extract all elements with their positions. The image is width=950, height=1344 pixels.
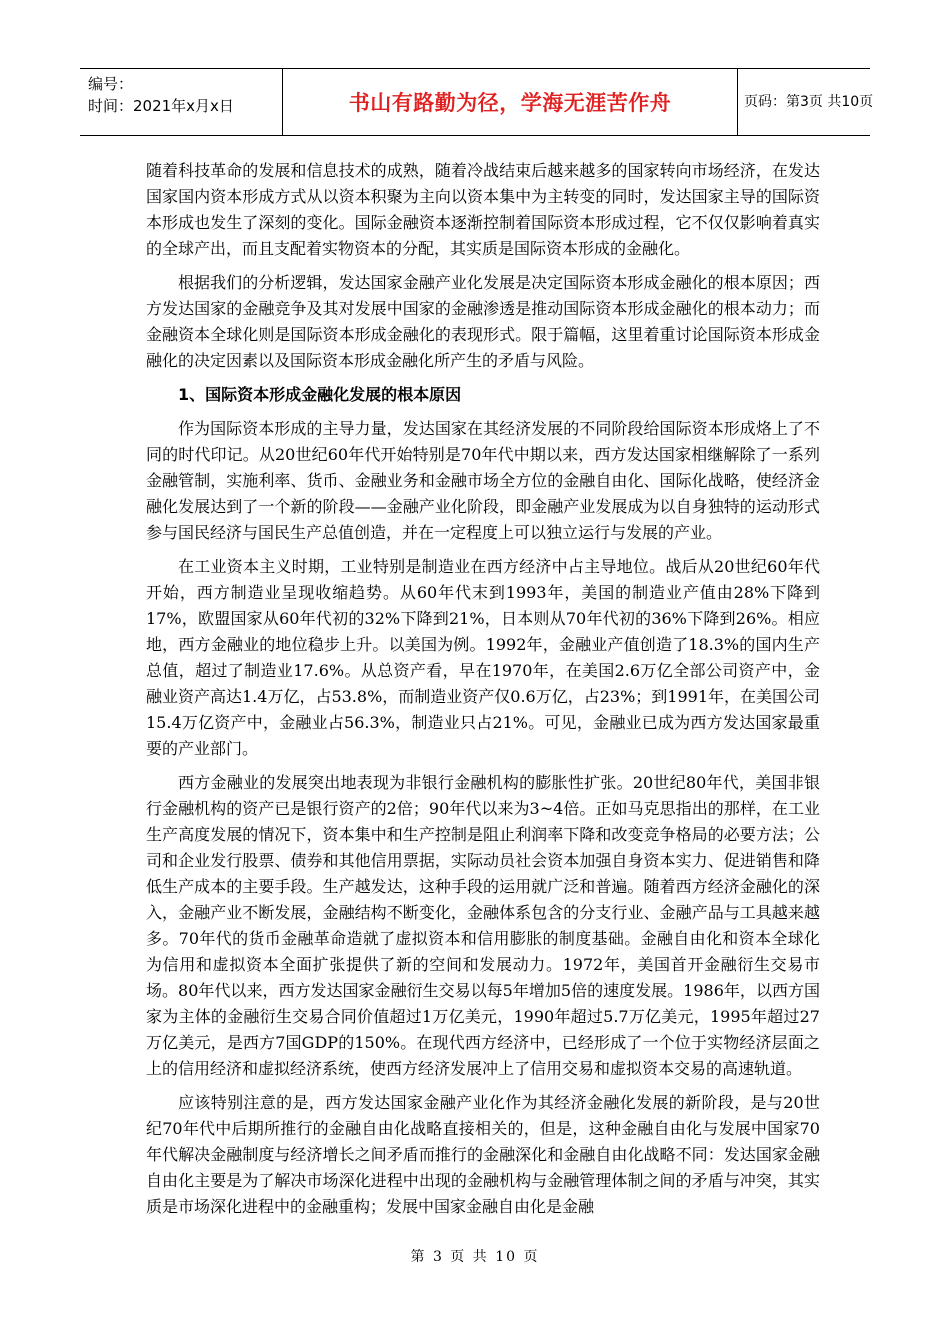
paragraph-5: 西方金融业的发展突出地表现为非银行金融机构的膨胀性扩张。20世纪80年代，美国非银行金融机构的资产已是银行资产的2倍；90年代以来为3~4倍。正如马克思指出的那样，在工业生产高度发展的情况下，资本集中和生产控制是阻止利润率下降和改变竞争格局的必要方法；公司和企业发行股票、债券和其他信用票据，实际动员社会资本加强自身资本实力、促进销售和降低生产成本的主要手段。生产越发达，这种手段的运用就广泛和普遍。随着西方经济金融化的深入，金融产业不断发展，金融结构不断变化，金融体系包含的分支行业、金融产品与工具越来越多。70年代的货币金融革命造就了虚拟资本和信用膨胀的制度基础。金融自由化和资本全球化为信用和虚拟资本全面扩张提供了新的空间和发展动力。1972年，美国首开金融衍生交易市场。80年代以来，西方发达国家金融衍生交易以每5年增加5倍的速度发展。1986年，以西方国家为主体的金融衍生交易合同价值超过1万亿美元，1990年超过5.7万亿美元，1995年超过27万亿美元，是西方7国GDP的150%。在现代西方经济中，已经形成了一个位于实物经济层面之上的信用经济和虚拟经济系统，使西方经济发展冲上了信用交易和虚拟资本交易的高速轨道。	[146, 773, 820, 1078]
document-code: 编号：	[88, 75, 134, 93]
page-footer: 第 3 页 共 10 页	[410, 1249, 540, 1265]
paragraph-3: 作为国际资本形成的主导力量，发达国家在其经济发展的不同阶段给国际资本形成烙上了不同的时代印记。从20世纪60年代开始特别是70年代中期以来，西方发达国家相继解除了一系列金融管制，实施利率、货币、金融业务和金融市场全方位的金融自由化、国际化战略，使经济金融化发展达到了一个新的阶段——金融产业化阶段，即金融产业发展成为以自身独特的运动形式参与国民经济与国民生产总值创造，并在一定程度上可以独立运行与发展的产业。	[146, 419, 820, 542]
document-time: 时间：2021年x月x日	[88, 97, 234, 115]
header-page-number: 页码：第3页 共10页	[744, 94, 874, 110]
paragraph-2: 根据我们的分析逻辑，发达国家金融产业化发展是决定国际资本形成金融化的根本原因；西方发达国家的金融竞争及其对发展中国家的金融渗透是推动国际资本形成金融化的根本动力；而金融资本全球化则是国际资本形成金融化的表现形式。限于篇幅，这里着重讨论国际资本形成金融化的决定因素以及国际资本形成金融化所产生的矛盾与风险。	[146, 273, 820, 370]
header-meta	[88, 73, 278, 117]
header-motto: 书山有路勤为径，学海无涯苦作舟	[348, 91, 672, 115]
paragraph-6: 应该特别注意的是，西方发达国家金融产业化作为其经济金融化发展的新阶段，是与20世纪70年代中后期所推行的金融自由化战略直接相关的，但是，这种金融自由化与发展中国家70年代解决金融制度与经济增长之间矛盾而推行的金融深化和金融自由化战略不同：发达国家金融自由化主要是为了解决市场深化进程中出现的金融机构与金融管理体制之间的矛盾与冲突，其实质是市场深化进程中的金融重构；发展中国家金融自由化是金融	[146, 1093, 820, 1216]
section-heading-1: 1、国际资本形成金融化发展的根本原因	[178, 385, 462, 404]
paragraph-1: 随着科技革命的发展和信息技术的成熟，随着冷战结束后越来越多的国家转向市场经济，在发达国家国内资本形成方式从以资本积聚为主向以资本集中为主转变的同时，发达国家主导的国际资本形成也发生了深刻的变化。国际金融资本逐渐控制着国际资本形成过程，它不仅仅影响着真实的全球产出，而且支配着实物资本的分配，其实质是国际资本形成的金融化。	[146, 161, 820, 258]
header-motto-cell	[282, 69, 738, 135]
document-body	[146, 158, 820, 1228]
paragraph-4: 在工业资本主义时期，工业特别是制造业在西方经济中占主导地位。战后从20世纪60年代开始，西方制造业呈现收缩趋势。从60年代末到1993年，美国的制造业产值由28%下降到17%，欧盟国家从60年代初的32%下降到21%，日本则从70年代初的36%下降到26%。相应地，西方金融业的地位稳步上升。以美国为例。1992年，金融业产值创造了18.3%的国内生产总值，超过了制造业17.6%。从总资产看，早在1970年，在美国2.6万亿全部公司资产中，金融业资产高达1.4万亿，占53.8%，而制造业资产仅0.6万亿，占23%；到1991年，在美国公司15.4万亿资产中，金融业占56.3%，制造业只占21%。可见，金融业已成为西方发达国家最重要的产业部门。	[146, 557, 821, 758]
page-header	[80, 68, 874, 136]
